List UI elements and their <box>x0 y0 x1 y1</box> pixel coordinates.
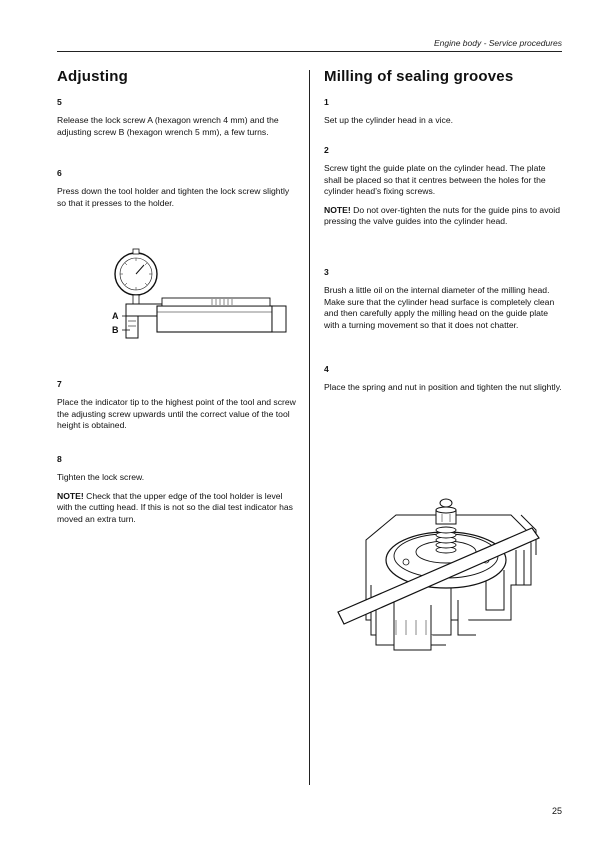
section-title-adjusting: Adjusting <box>57 68 128 85</box>
milling-figure <box>336 460 551 670</box>
step-number: 4 <box>324 364 329 374</box>
step-text: Place the spring and nut in position and tighten the nut slightly. <box>324 382 562 393</box>
step-text: Tighten the lock screw. <box>57 472 145 483</box>
step-number: 8 <box>57 454 62 464</box>
note-label: NOTE! <box>57 490 84 501</box>
page-number: 25 <box>551 806 562 816</box>
step-5 <box>57 97 297 138</box>
step-text: Press down the tool holder and tighten the lock screw slightly so that it presses to the holder. <box>57 186 290 208</box>
step-text: Brush a little oil on the internal diameter of the milling head. Make sure that the cylinder head surface is completely clean and then carefully apply the milling head on the guide plate with a turning movement so that it does not chatter. <box>324 285 555 330</box>
note-text: Check that the upper edge of the tool holder is level with the cutting head. If this is not so the dial test indicator has moved an extra turn. <box>57 490 293 524</box>
step-number: 2 <box>324 145 329 155</box>
left-column <box>57 68 297 524</box>
cutting-head <box>157 306 272 332</box>
step-number: 3 <box>324 267 329 277</box>
step-number: 5 <box>57 97 62 107</box>
note <box>57 491 297 525</box>
note <box>324 205 562 228</box>
step-7 <box>57 379 297 432</box>
column-divider <box>309 70 310 785</box>
dial-indicator-figure <box>102 246 292 346</box>
label-a: A <box>112 311 119 321</box>
step-number: 7 <box>57 379 62 389</box>
step-text: Release the lock screw A (hexagon wrench 4 mm) and the adjusting screw B (hexagon wrench 5 mm), a few turns. <box>57 115 279 137</box>
spring <box>436 527 456 553</box>
step-text: Place the indicator tip to the highest point of the tool and screw the adjusting screw upwards until the correct value of the tool height is obtained. <box>57 397 296 431</box>
step-4 <box>324 364 562 394</box>
step-2 <box>324 145 562 227</box>
step-8 <box>57 454 297 525</box>
header-rule <box>57 51 562 52</box>
step-1 <box>324 97 562 127</box>
step-number: 1 <box>324 97 329 107</box>
step-3 <box>324 267 562 331</box>
label-b: B <box>112 325 119 335</box>
note-label: NOTE! <box>324 204 351 215</box>
step-text: Screw tight the guide plate on the cylinder head. The plate shall be placed so that it centres between the holes for the cylinder head’s fixing screws. <box>324 163 546 197</box>
running-header: Engine body - Service procedures <box>433 38 562 48</box>
step-text: Set up the cylinder head in a vice. <box>324 115 453 126</box>
note-text: Do not over-tighten the nuts for the guide pins to avoid pressing the valve guides into the cylinder head. <box>324 204 560 227</box>
step-number: 6 <box>57 168 62 178</box>
right-column <box>324 68 562 393</box>
section-title-milling: Milling of sealing grooves <box>324 68 514 85</box>
step-6 <box>57 168 297 209</box>
